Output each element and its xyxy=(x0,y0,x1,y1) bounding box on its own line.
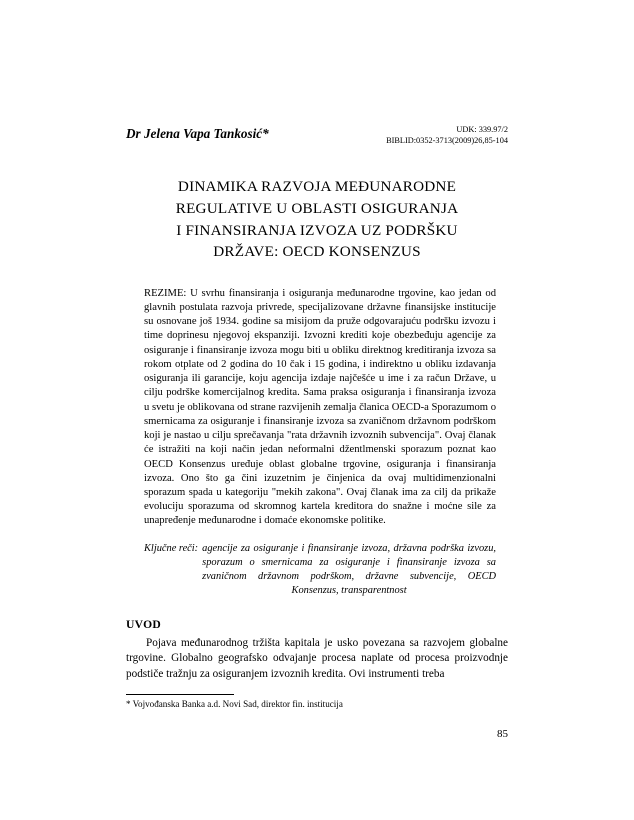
keywords-list: agencije za osiguranje i finansiranje izvoza, državna podrška izvozu, sporazum o smernicama za osiguranje i finansiranje izvoza sa zvaničnom državnom podrškom, državne subvencije, OECD Konsenzus, transparentnost xyxy=(202,542,496,597)
classification-codes xyxy=(386,124,508,146)
title-line-1: DINAMIKA RAZVOJA MEĐUNARODNE xyxy=(177,178,457,196)
udk-code: UDK: 339.97/2 xyxy=(456,125,508,134)
abstract-text: REZIME: U svrhu finansiranja i osiguranja međunarodne trgovine, kao jedan od glavnih postulata razvoja privrede, specijalizovane državne finansijske institucije su osnovane još 1934. godine sa misijom da pruže odgovarajuću podršku izvozu i time doprinesu njegovoj ekspanziji. Izvozni krediti koje obezbeđuju agencije za osiguranje i finansiranje izvoza mogu biti u obliku direktnog kreditiranja izvoza sa rokom otplate od 2 godina do 10 čak i 15 godina, i indirektno u obliku izdavanja osiguranja ili garancije, koju agencija izdaje najčešće u ime i za račun Države, u cilju podrške komercijalnog kredita. Sama praksa osiguranja i finansiranja izvoza u svetu je oblikovana od strane razvijenih zemalja članica OECD-a Sporazumom o smernicama za osiguranje i finansiranje izvoza sa zvaničnom državnom podrškom koji je nastao u cilju sprečavanja "rata državnih izvoznih subvencija". Ovaj članak će istražiti na koji način jedan neformalni džentlmenski sporazum poznat kao OECD Konsenzus uređuje oblast globalne trgovine, osiguranja i finansiranja izvoza. Ono što ga čini izuzetnim je činjenica da ovaj multidimenzionalni sporazum spada u kategoriju "mekih zakona". Ovaj članak ima za cilj da prikaže evoluciju sporazuma od skromnog kartela kreditora do snažne i moćne sile za unapređenje međunarodne i domaće ekonomske politike. xyxy=(144,287,496,527)
article-title xyxy=(140,176,494,262)
page-number: 85 xyxy=(497,728,508,740)
keywords-block xyxy=(144,542,496,599)
article-header xyxy=(126,124,508,146)
footnote-text: * Vojvođanska Banka a.d. Novi Sad, direktor fin. institucija xyxy=(126,699,343,709)
keywords-label: Ključne reči: xyxy=(144,542,199,554)
title-line-3: I FINANSIRANJA IZVOZA UZ PODRŠKU xyxy=(176,221,458,239)
section-heading-uvod: UVOD xyxy=(126,618,162,632)
title-line-4: DRŽAVE: OECD KONSENZUS xyxy=(213,243,421,261)
footnote-area xyxy=(126,694,508,711)
body-paragraph-1: Pojava međunarodnog tržišta kapitala je usko povezana sa razvojem globalne trgovine. Globalno geografsko odvajanje procesa naplate od procesa proizvodnje podstiče tražnju za osiguranjem izvoznih kredita. Ovi instrumenti treba xyxy=(126,637,508,680)
footnote-divider xyxy=(126,694,234,695)
title-line-2: REGULATIVE U OBLASTI OSIGURANJA xyxy=(175,199,459,217)
author-name: Dr Jelena Vapa Tankosić* xyxy=(126,126,269,141)
biblid-code: BIBLID:0352-3713(2009)26,85-104 xyxy=(386,136,508,146)
page-content xyxy=(126,124,508,682)
